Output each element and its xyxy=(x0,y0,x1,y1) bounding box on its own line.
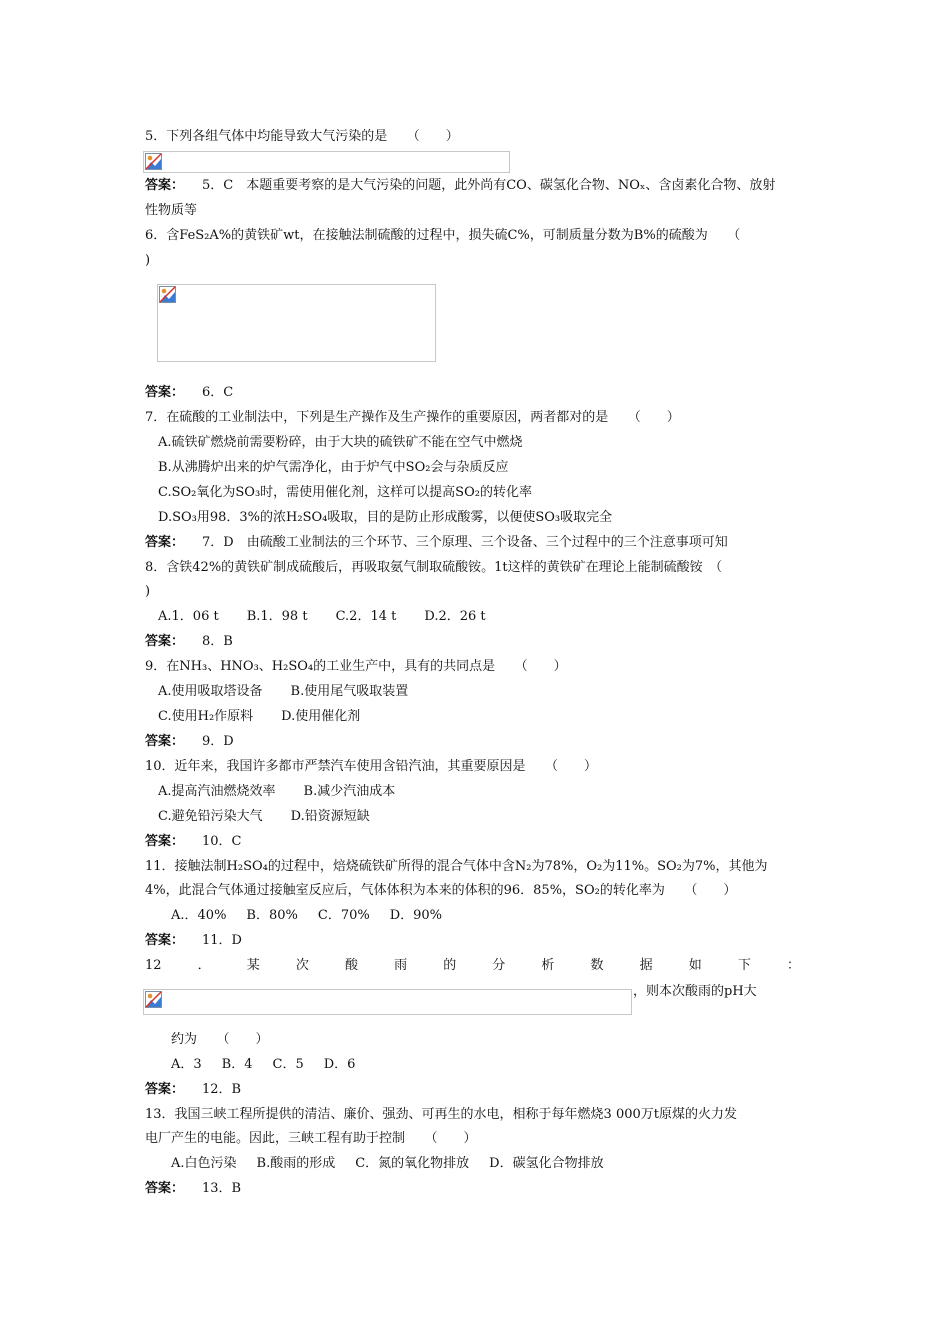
answer-label: 答案： xyxy=(145,1082,185,1097)
q6-answer: 6．C xyxy=(202,385,234,400)
q10-answer: 10．C xyxy=(202,834,242,849)
q8-option-c: C.2．14 t xyxy=(335,609,397,624)
q12-answer-line xyxy=(145,1081,809,1099)
q11-stem-cont: 4%，此混合气体通过接触室反应后，气体体积为本来的体积的96．85%，SO₂的转化率为 （ ） xyxy=(145,883,737,898)
q12-stem-char: 12 xyxy=(145,958,162,973)
answer-label: 答案： xyxy=(145,535,185,550)
broken-image-icon xyxy=(159,286,176,303)
q12-stem-char: 析 xyxy=(541,958,555,973)
q11-answer: 11．D xyxy=(202,933,242,948)
q12-option-d: D．6 xyxy=(323,1057,356,1072)
q6-options-image xyxy=(157,284,436,362)
q11-stem: 11．接触法制H₂SO₄的过程中，焙烧硫铁矿所得的混合气体中含N₂为78%，O₂为11%。SO₂为7%，其他为 xyxy=(145,859,768,874)
q12-after-image: ，则本次酸雨的pH大 xyxy=(633,984,757,999)
q13-stem-cont: 电厂产生的电能。因此，三峡工程有助于控制 （ ） xyxy=(145,1131,477,1146)
q10-option-c: C.避免铅污染大气 xyxy=(158,809,263,824)
q12-stem-char: ． xyxy=(197,958,211,973)
q9-options-row2 xyxy=(158,708,808,726)
q5-stem: 5．下列各组气体中均能导致大气污染的是 （ ） xyxy=(145,129,459,144)
q12-stem-char: ： xyxy=(786,958,800,973)
q12-stem-cont: 约为 （ ） xyxy=(171,1032,269,1047)
q5-options-image xyxy=(143,151,510,173)
q6-stem-cont: ) xyxy=(145,253,151,268)
q13-answer-line xyxy=(145,1180,809,1198)
q8-options xyxy=(158,608,808,626)
answer-label: 答案： xyxy=(145,1181,185,1196)
q9-option-d: D.使用催化剂 xyxy=(281,709,361,724)
q8-option-b: B.1．98 t xyxy=(246,609,308,624)
answer-label: 答案： xyxy=(145,734,185,749)
q7-option-a: A.硫铁矿燃烧前需要粉碎，由于大块的硫铁矿不能在空气中燃烧 xyxy=(158,435,523,450)
q12-stem-char: 下 xyxy=(737,958,751,973)
q8-answer-line xyxy=(145,633,809,651)
q12-option-b: B．4 xyxy=(221,1057,253,1072)
q13-option-d: D．碳氢化合物排放 xyxy=(489,1156,604,1171)
q10-option-a: A.提高汽油燃烧效率 xyxy=(158,784,276,799)
q11-option-c: C．70% xyxy=(317,908,370,923)
q7-answer: 7．D 由硫酸工业制法的三个环节、三个原理、三个设备、三个过程中的三个注意事项可知 xyxy=(202,535,728,550)
q11-option-b: B．80% xyxy=(246,908,298,923)
q8-stem-cont: ) xyxy=(145,584,151,599)
q10-answer-line xyxy=(145,833,809,851)
q13-stem: 13．我国三峡工程所提供的清洁、廉价、强劲、可再生的水电，相称于每年燃烧3 000万t原煤的火力发 xyxy=(145,1107,737,1122)
q5-answer-cont: 性物质等 xyxy=(145,203,198,218)
q5-answer-line xyxy=(145,177,809,195)
q9-option-a: A.使用吸取塔设备 xyxy=(158,684,263,699)
q6-stem: 6．含FeS₂A%的黄铁矿wt，在接触法制硫酸的过程中，损失硫C%，可制质量分数为B%的硫酸为 （ xyxy=(145,228,741,243)
answer-label: 答案： xyxy=(145,834,185,849)
answer-label: 答案： xyxy=(145,634,185,649)
q13-option-b: B.酸雨的形成 xyxy=(256,1156,336,1171)
answer-label: 答案： xyxy=(145,178,185,193)
q11-option-a: A.．40% xyxy=(171,908,227,923)
answer-label: 答案： xyxy=(145,933,185,948)
q12-answer: 12．B xyxy=(202,1082,242,1097)
q10-options-row2 xyxy=(158,808,808,826)
q8-option-d: D.2．26 t xyxy=(424,609,486,624)
q12-stem-char: 酸 xyxy=(344,958,358,973)
q12-stem-justified xyxy=(145,957,800,975)
q12-data-image xyxy=(143,989,632,1015)
q9-stem: 9．在NH₃、HNO₃、H₂SO₄的工业生产中，具有的共同点是 （ ） xyxy=(145,659,567,674)
q11-answer-line xyxy=(145,932,809,950)
q12-stem-char: 数 xyxy=(590,958,604,973)
broken-image-icon xyxy=(145,991,162,1008)
q9-options-row1 xyxy=(158,683,808,701)
q12-stem-char: 某 xyxy=(246,958,260,973)
q10-option-d: D.铅资源短缺 xyxy=(290,809,370,824)
q8-stem: 8．含铁42%的黄铁矿制成硫酸后，再吸取氨气制取硫酸铵。1t这样的黄铁矿在理论上能制硫酸铵 （ xyxy=(145,560,723,575)
q9-answer: 9．D xyxy=(202,734,234,749)
q12-option-a: A．3 xyxy=(171,1057,202,1072)
q7-option-d: D.SO₃用98．3%的浓H₂SO₄吸取，目的是防止形成酸雾，以便使SO₃吸取完全 xyxy=(158,510,613,525)
q9-answer-line xyxy=(145,733,809,751)
q9-option-c: C.使用H₂作原料 xyxy=(158,709,254,724)
q13-option-a: A.白色污染 xyxy=(171,1156,237,1171)
q7-option-b: B.从沸腾炉出来的炉气需净化，由于炉气中SO₂会与杂质反应 xyxy=(158,460,509,475)
q12-stem-char: 如 xyxy=(688,958,702,973)
q5-answer: 5．C 本题重要考察的是大气污染的问题，此外尚有CO、碳氢化合物、NOₓ、含卤素化合物、放射 xyxy=(202,178,776,193)
q12-options xyxy=(171,1056,808,1074)
q13-option-c: C．氮的氧化物排放 xyxy=(355,1156,470,1171)
q12-stem-char: 雨 xyxy=(394,958,408,973)
q7-answer-line xyxy=(145,534,809,552)
q12-option-c: C．5 xyxy=(272,1057,304,1072)
q12-stem-char: 据 xyxy=(639,958,653,973)
q13-options xyxy=(171,1155,808,1173)
q6-answer-line xyxy=(145,384,809,402)
q10-stem: 10．近年来，我国许多都市严禁汽车使用含铅汽油，其重要原因是 （ ） xyxy=(145,759,598,774)
q11-option-d: D．90% xyxy=(389,908,443,923)
q13-answer: 13．B xyxy=(202,1181,242,1196)
q12-stem-char: 的 xyxy=(443,958,457,973)
answer-label: 答案： xyxy=(145,385,185,400)
q10-options-row1 xyxy=(158,783,808,801)
q10-option-b: B.减少汽油成本 xyxy=(303,784,396,799)
q7-stem: 7．在硫酸的工业制法中，下列是生产操作及生产操作的重要原因，两者都对的是 （ ） xyxy=(145,410,680,425)
q8-option-a: A.1．06 t xyxy=(158,609,219,624)
q7-option-c: C.SO₂氧化为SO₃时，需使用催化剂，这样可以提高SO₂的转化率 xyxy=(158,485,532,500)
q11-options xyxy=(171,907,808,925)
q12-stem-char: 次 xyxy=(295,958,309,973)
broken-image-icon xyxy=(145,153,162,170)
q9-option-b: B.使用尾气吸取装置 xyxy=(290,684,409,699)
q12-stem-char: 分 xyxy=(492,958,506,973)
q8-answer: 8．B xyxy=(202,634,233,649)
